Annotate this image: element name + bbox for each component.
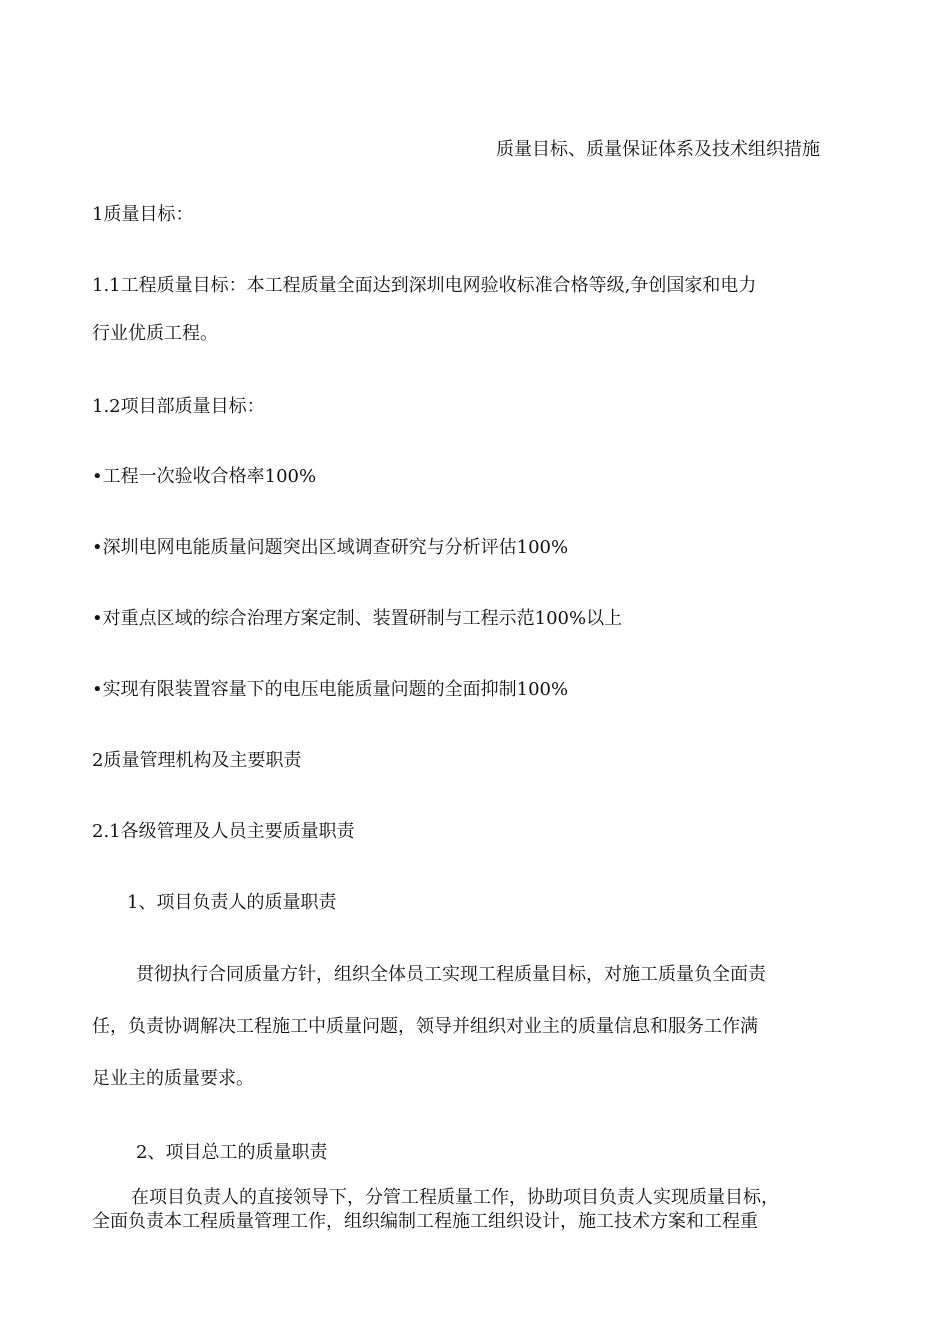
section-heading: 2质量管理机构及主要职责	[92, 750, 302, 771]
paragraph-line: 全面负责本工程质量管理工作，组织编制工程施工组织设计，施工技术方案和工程重	[92, 1211, 758, 1232]
subsection-heading: 1.2项目部质量目标：	[92, 396, 265, 417]
subsection-heading: 2.1各级管理及人员主要质量职责	[92, 821, 355, 842]
paragraph-line: 任，负责协调解决工程施工中质量问题，领导并组织对业主的质量信息和服务工作满	[92, 1016, 758, 1037]
paragraph-line: 1.1工程质量目标：本工程质量全面达到深圳电网验收标准合格等级,争创国家和电力	[92, 275, 757, 296]
bullet-item: •工程一次验收合格率100%	[92, 466, 317, 487]
paragraph-line: 在项目负责人的直接领导下，分管工程质量工作，协助项目负责人实现质量目标，	[131, 1187, 779, 1208]
paragraph-line: 贯彻执行合同质量方针，组织全体员工实现工程质量目标，对施工质量负全面责	[136, 964, 766, 985]
section-heading: 1质量目标：	[92, 204, 194, 225]
bullet-item: •深圳电网电能质量问题突出区域调查研究与分析评估100%	[92, 537, 569, 558]
item-heading: 2、项目总工的质量职责	[136, 1142, 328, 1163]
paragraph-line: 足业主的质量要求。	[92, 1068, 254, 1089]
bullet-item: •对重点区域的综合治理方案定制、装置研制与工程示范100%以上	[92, 608, 623, 629]
bullet-item: •实现有限装置容量下的电压电能质量问题的全面抑制100%	[92, 679, 569, 700]
item-heading: 1、项目负责人的质量职责	[127, 892, 337, 913]
document-title: 质量目标、质量保证体系及技术组织措施	[496, 139, 820, 160]
paragraph-line: 行业优质工程。	[92, 323, 218, 344]
